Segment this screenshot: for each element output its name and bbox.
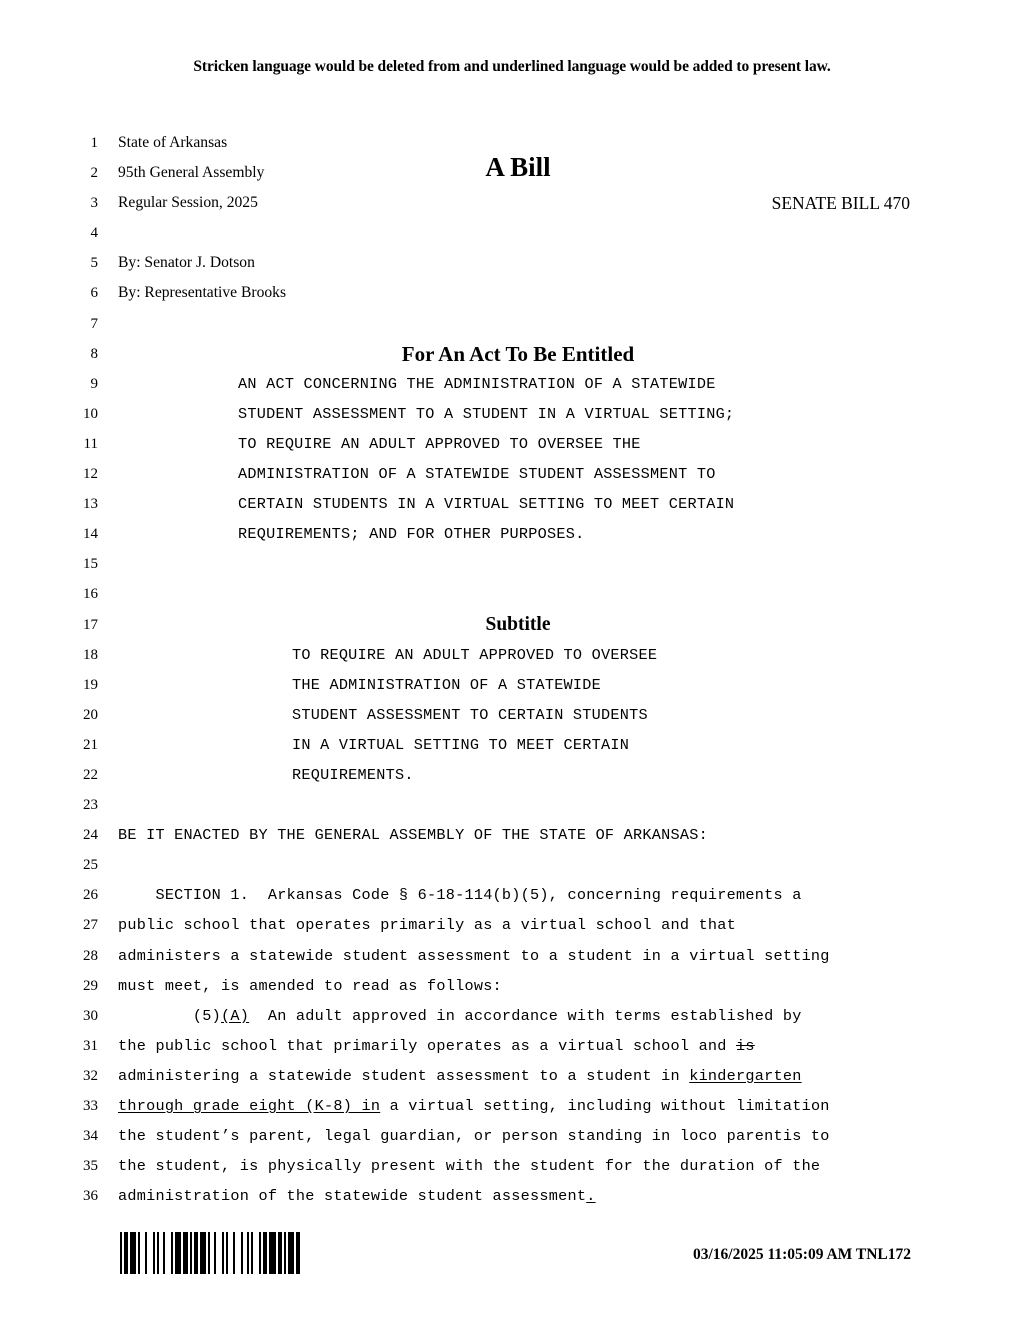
line-number: 24 bbox=[83, 827, 98, 844]
subtitle-line: REQUIREMENTS. bbox=[292, 765, 414, 784]
line-number: 3 bbox=[90, 195, 98, 212]
assembly-label: 95th General Assembly bbox=[118, 164, 265, 182]
amended-line-33 bbox=[118, 1091, 918, 1121]
barcode-bar bbox=[300, 1232, 302, 1274]
section-line: public school that operates primarily as a virtual school and that bbox=[118, 916, 737, 935]
line-number: 17 bbox=[83, 616, 98, 633]
line-number: 9 bbox=[90, 375, 98, 392]
added-text: kindergarten bbox=[689, 1066, 802, 1085]
line-number: 6 bbox=[90, 285, 98, 302]
added-text: . bbox=[586, 1187, 596, 1206]
amendment-notice: Stricken language would be deleted from and underlined language would be added to present law. bbox=[193, 58, 831, 75]
document-body bbox=[118, 128, 918, 1211]
enacting-clause: BE IT ENACTED BY THE GENERAL ASSEMBLY OF THE STATE OF ARKANSAS: bbox=[118, 826, 708, 845]
line-number: 32 bbox=[83, 1067, 98, 1084]
amended-text: administration of the statewide student assessment bbox=[118, 1187, 587, 1206]
bill-heading: A Bill bbox=[485, 152, 551, 183]
line-number: 19 bbox=[83, 676, 98, 693]
line-number: 16 bbox=[83, 586, 98, 603]
line-number: 31 bbox=[83, 1037, 98, 1054]
section-line: SECTION 1. Arkansas Code § 6-18-114(b)(5), concerning requirements a bbox=[118, 886, 802, 905]
line-number: 34 bbox=[83, 1128, 98, 1145]
line-number: 2 bbox=[90, 165, 98, 182]
line-number: 13 bbox=[83, 496, 98, 513]
act-title-line: STUDENT ASSESSMENT TO A STUDENT IN A VIRTUAL SETTING; bbox=[238, 404, 735, 423]
line-number: 21 bbox=[83, 736, 98, 753]
footer-timestamp: 03/16/2025 11:05:09 AM TNL172 bbox=[692, 1246, 911, 1263]
amended-text: administering a statewide student assessment to a student in bbox=[118, 1066, 690, 1085]
line-number: 4 bbox=[90, 225, 98, 242]
line-number: 15 bbox=[83, 556, 98, 573]
amended-line-30 bbox=[118, 1001, 918, 1031]
added-text: through grade eight (K-8) in bbox=[118, 1097, 381, 1115]
act-title-heading: For An Act To Be Entitled bbox=[401, 341, 635, 366]
document-footer bbox=[0, 1232, 1024, 1292]
section-line: administers a statewide student assessment to a student in a virtual setting bbox=[118, 946, 830, 965]
subtitle-line: TO REQUIRE AN ADULT APPROVED TO OVERSEE bbox=[292, 645, 658, 664]
amended-line-34: the student’s parent, legal guardian, or person standing in loco parentis to bbox=[118, 1127, 830, 1146]
barcode bbox=[120, 1232, 302, 1274]
line-number: 8 bbox=[90, 345, 98, 362]
subtitle-line: THE ADMINISTRATION OF A STATEWIDE bbox=[292, 675, 602, 694]
amended-text: a virtual setting, including without limitation bbox=[380, 1097, 830, 1115]
subtitle-line: IN A VIRTUAL SETTING TO MEET CERTAIN bbox=[292, 735, 630, 754]
act-title-line: REQUIREMENTS; AND FOR OTHER PURPOSES. bbox=[238, 525, 585, 544]
line-number: 35 bbox=[83, 1158, 98, 1175]
act-title-line: TO REQUIRE AN ADULT APPROVED TO OVERSEE THE bbox=[238, 434, 641, 453]
deleted-text: is bbox=[736, 1036, 755, 1055]
blank-line-25 bbox=[118, 850, 918, 880]
added-text: (A) bbox=[221, 1006, 250, 1025]
line-number: 1 bbox=[90, 135, 98, 151]
subtitle-heading: Subtitle bbox=[485, 613, 551, 635]
blank-line-7 bbox=[118, 309, 918, 339]
line-number: 28 bbox=[83, 947, 98, 964]
section-line: must meet, is amended to read as follows: bbox=[118, 976, 502, 995]
act-title-line: CERTAIN STUDENTS IN A VIRTUAL SETTING TO MEET CERTAIN bbox=[238, 495, 735, 514]
act-title-line: ADMINISTRATION OF A STATEWIDE STUDENT ASSESSMENT TO bbox=[238, 465, 716, 484]
subtitle-line: STUDENT ASSESSMENT TO CERTAIN STUDENTS bbox=[292, 705, 648, 724]
line-number: 25 bbox=[83, 857, 98, 874]
line-number: 10 bbox=[83, 405, 98, 422]
line-number: 26 bbox=[83, 887, 98, 904]
line-number: 23 bbox=[83, 797, 98, 814]
line-number: 22 bbox=[83, 766, 98, 783]
amended-line-32 bbox=[118, 1061, 918, 1091]
bill-number: SENATE BILL 470 bbox=[771, 193, 910, 214]
line-number: 12 bbox=[83, 466, 98, 483]
amended-text: An adult approved in accordance with terms established by bbox=[249, 1006, 802, 1025]
line-number: 5 bbox=[90, 255, 98, 272]
line-number: 36 bbox=[83, 1188, 98, 1205]
line-number: 33 bbox=[83, 1098, 98, 1114]
line-number: 7 bbox=[90, 315, 98, 332]
masthead-row-3 bbox=[118, 188, 918, 218]
blank-line-16 bbox=[118, 579, 918, 609]
sponsor-senator: By: Senator J. Dotson bbox=[118, 254, 255, 272]
line-number: 11 bbox=[83, 435, 98, 452]
amended-text: the public school that primarily operates as a virtual school and bbox=[118, 1036, 737, 1055]
state-label: State of Arkansas bbox=[118, 134, 228, 151]
blank-line-15 bbox=[118, 549, 918, 579]
amended-line-31 bbox=[118, 1031, 918, 1061]
subsection-number: (5) bbox=[118, 1006, 222, 1025]
line-number: 27 bbox=[83, 917, 98, 934]
line-number: 14 bbox=[83, 526, 98, 543]
line-number: 30 bbox=[83, 1007, 98, 1024]
line-number-gutter bbox=[62, 128, 98, 1211]
line-number: 18 bbox=[83, 646, 98, 663]
blank-line-23 bbox=[118, 790, 918, 820]
session-label: Regular Session, 2025 bbox=[118, 194, 258, 212]
amended-line-35: the student, is physically present with the student for the duration of the bbox=[118, 1157, 821, 1176]
masthead-row-2 bbox=[118, 152, 918, 188]
line-number: 29 bbox=[83, 977, 98, 994]
sponsor-representative: By: Representative Brooks bbox=[118, 284, 287, 302]
act-title-line: AN ACT CONCERNING THE ADMINISTRATION OF A STATEWIDE bbox=[238, 374, 716, 393]
line-number: 20 bbox=[83, 706, 98, 723]
blank-line-4 bbox=[118, 218, 918, 248]
amended-line-36 bbox=[118, 1181, 918, 1211]
